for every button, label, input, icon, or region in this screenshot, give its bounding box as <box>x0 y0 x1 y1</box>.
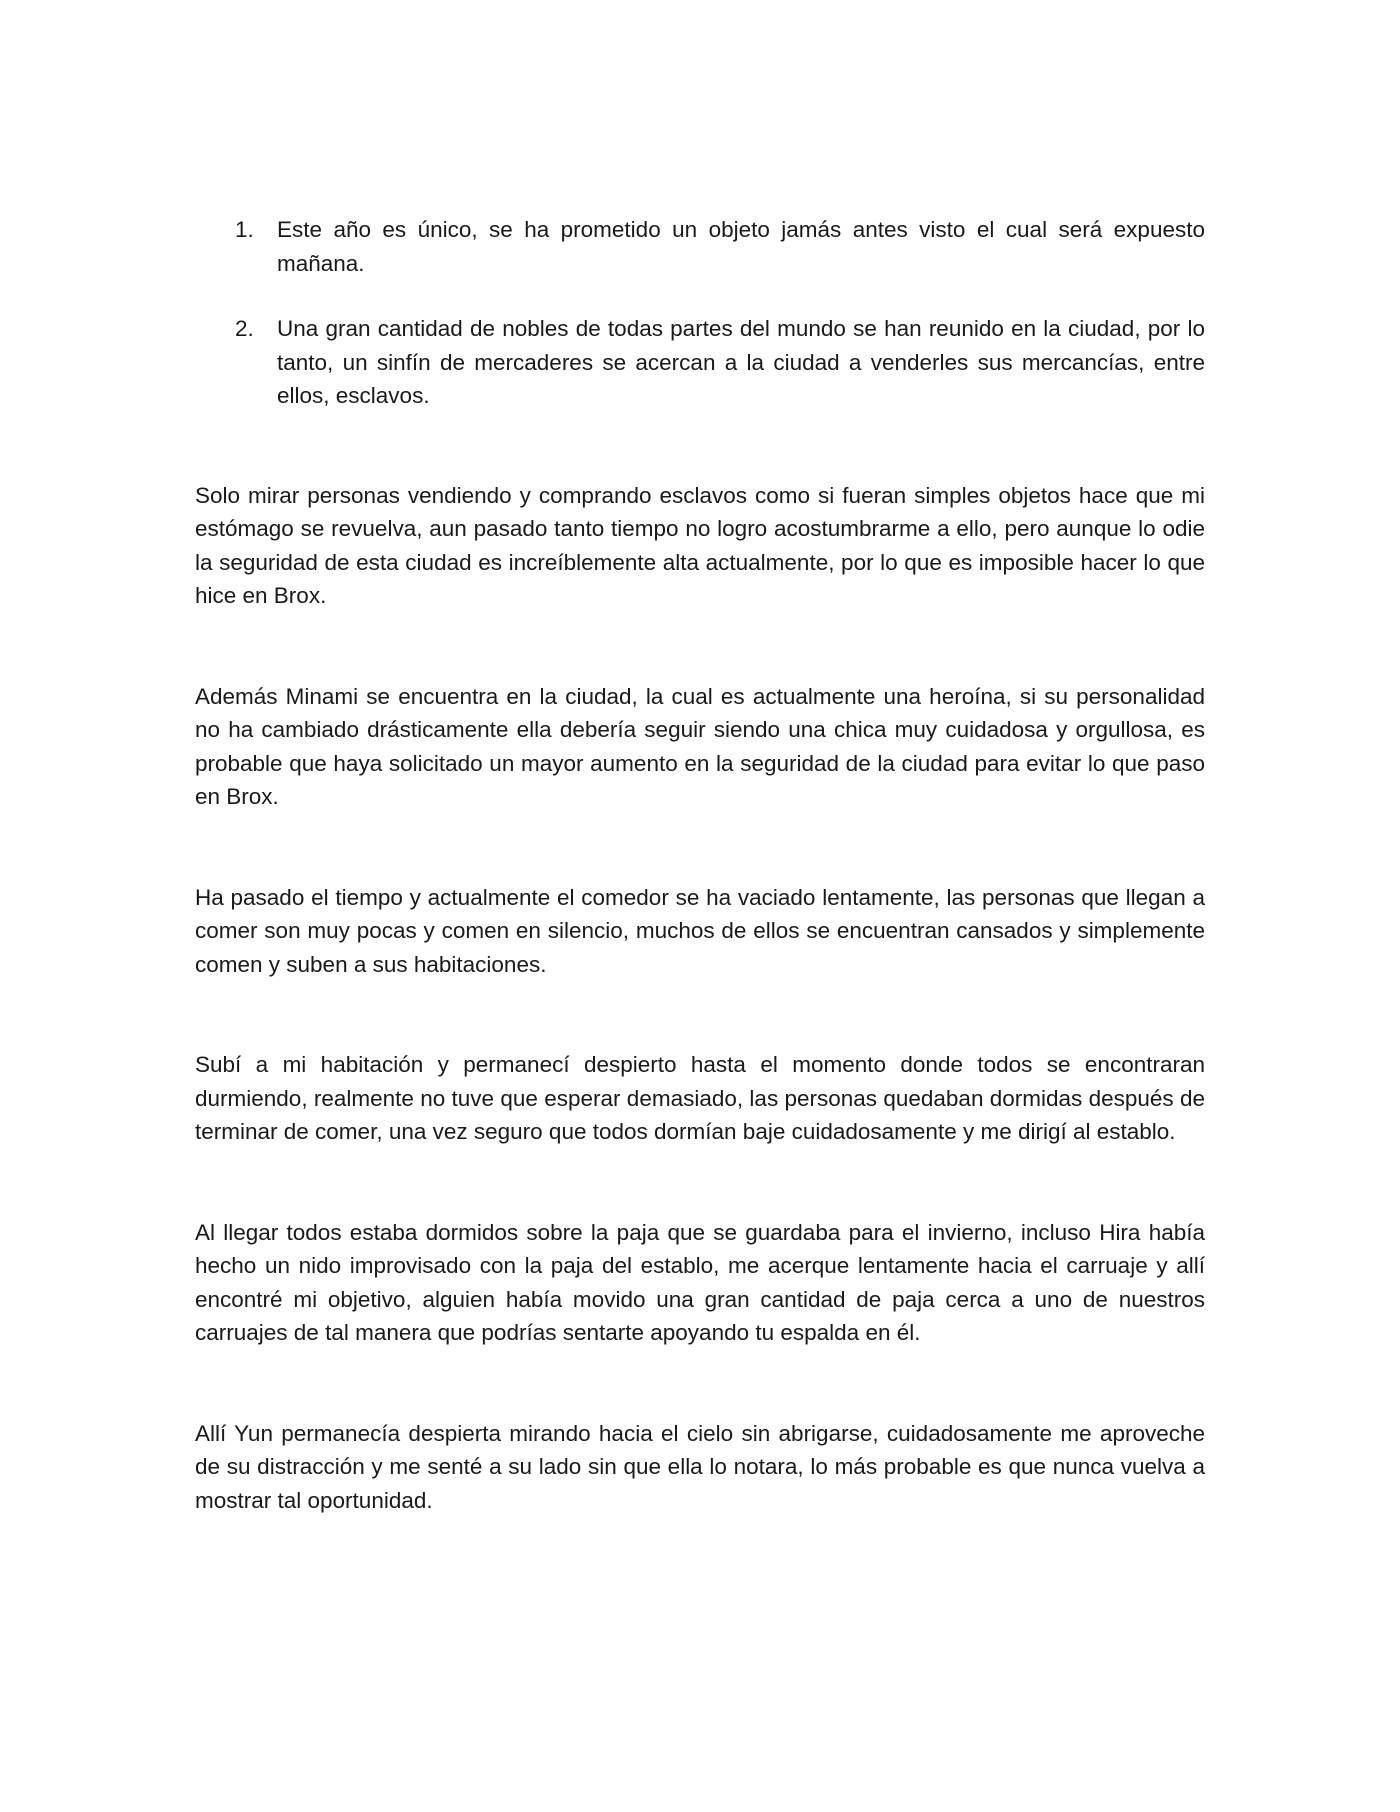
list-item-number: 1. <box>235 217 254 242</box>
list-item-number: 2. <box>235 316 254 341</box>
list-item <box>195 312 1205 413</box>
paragraph: Subí a mi habitación y permanecí despierto hasta el momento donde todos se encontraran durmiendo, realmente no tuve que esperar demasiado, las personas quedaban dormidas después de terminar de comer, una vez seguro que todos dormían baje cuidadosamente y me dirigí al establo. <box>195 1052 1205 1144</box>
numbered-list-block <box>195 213 1205 413</box>
list-item <box>195 213 1205 280</box>
paragraph: Ha pasado el tiempo y actualmente el comedor se ha vaciado lentamente, las personas que llegan a comer son muy pocas y comen en silencio, muchos de ellos se encuentran cansados y simplemente comen y suben a sus habitaciones. <box>195 884 1205 977</box>
numbered-list <box>195 213 1205 413</box>
paragraph: Allí Yun permanecía despierta mirando hacia el cielo sin abrigarse, cuidadosamente me aproveche de su distracción y me senté a su lado sin que ella lo notara, lo más probable es que nunca vuelva a mostrar tal oportunidad. <box>195 1420 1205 1513</box>
document-body <box>195 213 1205 1584</box>
list-item-text: Este año es único, se ha prometido un objeto jamás antes visto el cual será expuesto mañana. <box>277 217 1205 276</box>
list-item-text: Una gran cantidad de nobles de todas partes del mundo se han reunido en la ciudad, por lo tanto, un sinfín de mercaderes se acercan a la ciudad a venderles sus mercancías, entre ellos, esclavos. <box>277 316 1205 408</box>
paragraph: Además Minami se encuentra en la ciudad, la cual es actualmente una heroína, si su personalidad no ha cambiado drásticamente ella debería seguir siendo una chica muy cuidadosa y orgullosa, es probable que haya solicitado un mayor aumento en la seguridad de la ciudad para evitar lo que paso en Brox. <box>195 683 1205 809</box>
paragraph: Solo mirar personas vendiendo y comprando esclavos como si fueran simples objetos hace que mi estómago se revuelva, aun pasado tanto tiempo no logro acostumbrarme a ello, pero aunque lo odie la seguridad de esta ciudad es increíblemente alta actualmente, por lo que es imposible hacer lo que hice en Brox. <box>195 482 1205 608</box>
paragraph: Al llegar todos estaba dormidos sobre la paja que se guardaba para el invierno, incluso Hira había hecho un nido improvisado con la paja del establo, me acerque lentamente hacia el carruaje y allí encontré mi objetivo, alguien había movido una gran cantidad de paja cerca a uno de nuestros carruajes de tal manera que podrías sentarte apoyando tu espalda en él. <box>195 1219 1205 1345</box>
